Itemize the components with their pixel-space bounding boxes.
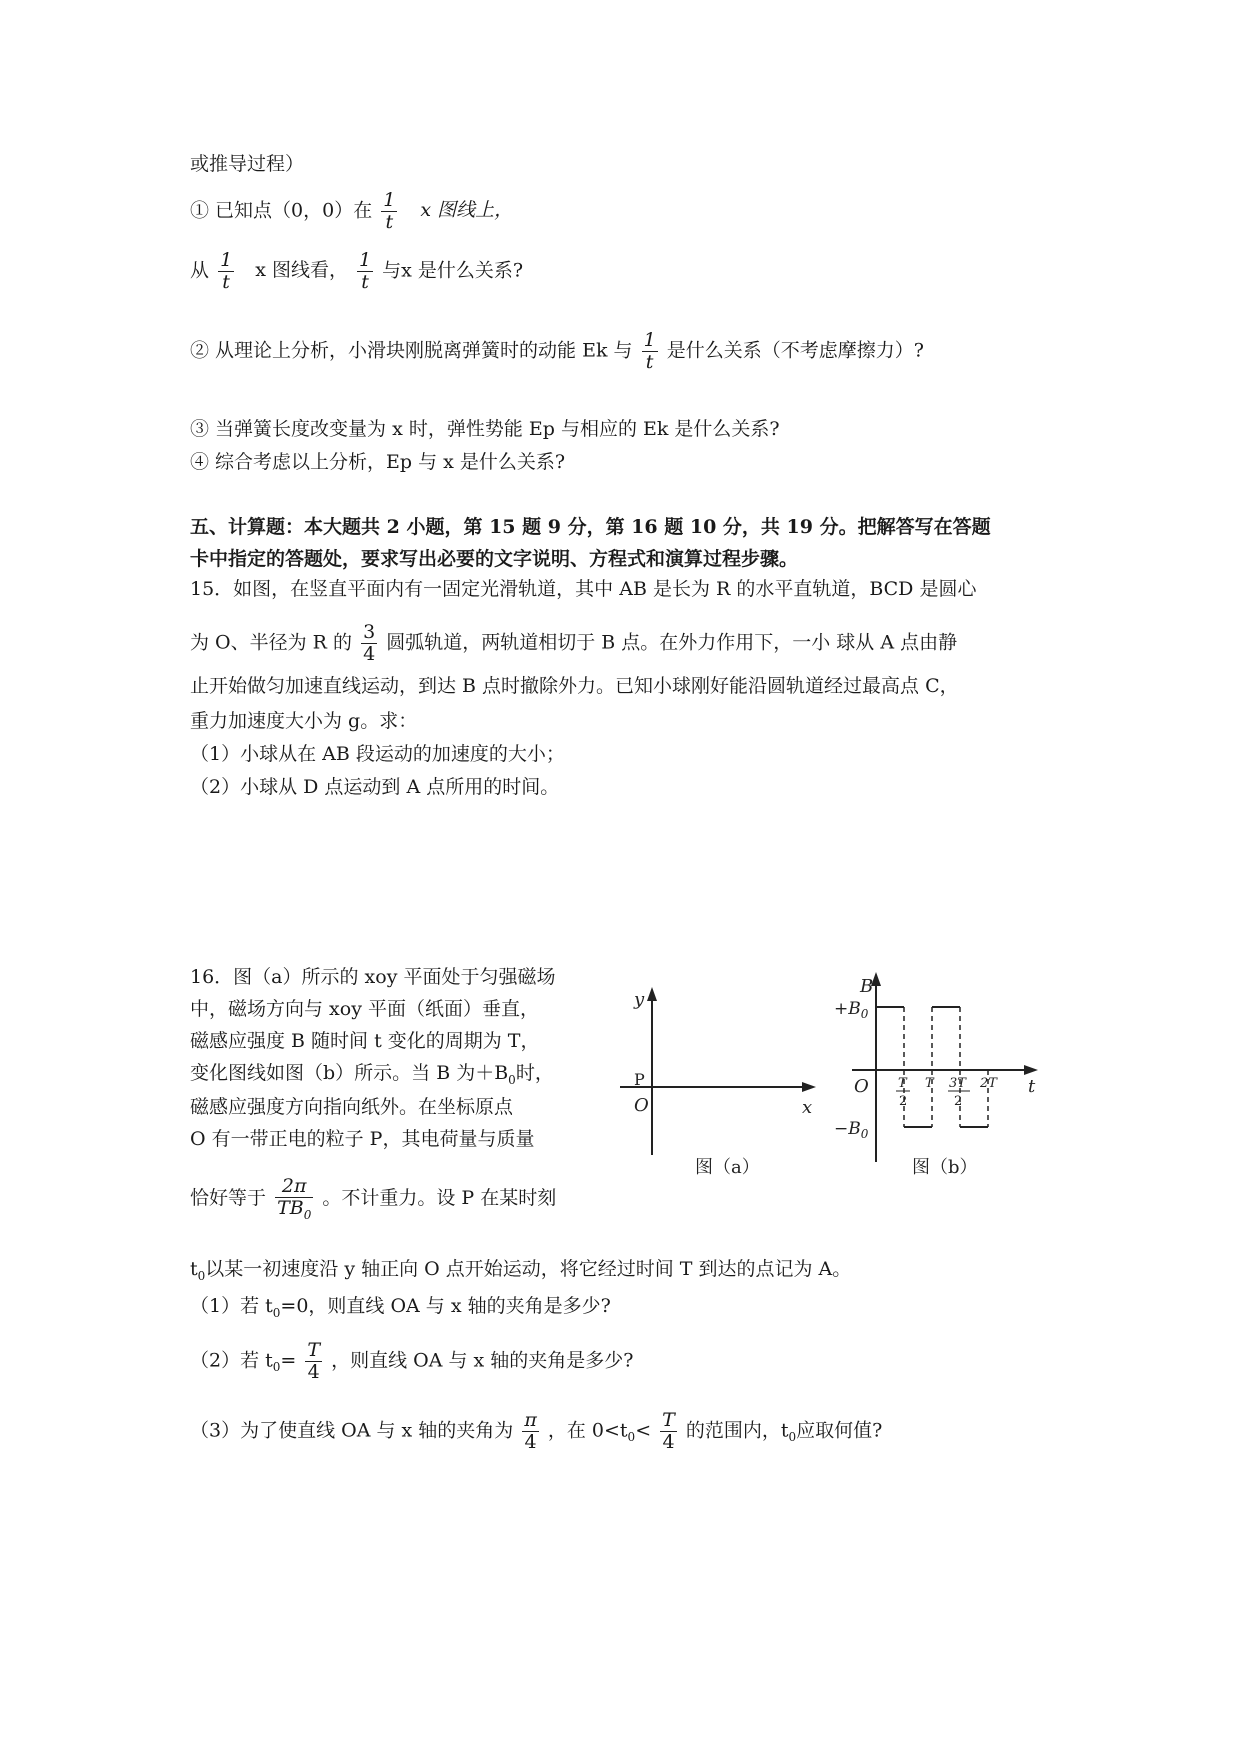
text-span: x 图线看， xyxy=(255,259,348,282)
t-arrow-icon xyxy=(1024,1065,1038,1075)
subscript: 0 xyxy=(508,1072,516,1087)
fraction xyxy=(381,190,397,233)
text-line xyxy=(190,1340,633,1383)
origin-label: O xyxy=(634,1095,649,1116)
text-line: 磁感应强度方向指向纸外。在坐标原点 xyxy=(190,1096,514,1118)
numerator: T xyxy=(662,1409,675,1431)
text-span: 圆弧轨道，两轨道相切于 B 点。在外力作用下，一小 球从 A 点由静 xyxy=(386,631,958,654)
text-line: （2）小球从 D 点运动到 A 点所用的时间。 xyxy=(190,776,560,798)
text-line: 或推导过程） xyxy=(190,153,305,175)
text-span: =0，则直线 OA 与 x 轴的夹角是多少? xyxy=(280,1295,611,1317)
x-label: x xyxy=(802,1097,813,1118)
section-heading: 五、计算题：本大题共 2 小题，第 15 题 9 分，第 16 题 10 分，共 19 分。把解答写在答题 xyxy=(190,516,991,538)
numerator: T xyxy=(307,1339,321,1361)
tick-label: 2 xyxy=(954,1094,963,1109)
t-label: t xyxy=(1028,1076,1036,1097)
numerator: 1 xyxy=(383,189,396,211)
denominator: t xyxy=(222,270,230,293)
figure-b xyxy=(832,962,1042,1187)
y-arrow-icon xyxy=(647,987,657,1001)
text-span: （1）若 t xyxy=(190,1295,273,1317)
denominator xyxy=(275,1198,313,1222)
text-span: ② 从理论上分析，小滑块刚脱离弹簧时的动能 Ek 与 xyxy=(190,339,633,362)
tick-label: 2T xyxy=(980,1076,997,1091)
text-span: 的范围内，t xyxy=(685,1419,789,1442)
denominator: 4 xyxy=(524,1430,537,1453)
text-span: x 图线上， xyxy=(420,199,514,222)
text-span: 从 xyxy=(190,259,210,282)
denominator: t xyxy=(385,210,394,233)
text-span: ，在 0<t xyxy=(547,1419,628,1442)
section-heading: 卡中指定的答题处，要求写出必要的文字说明、方程式和演算过程步骤。 xyxy=(190,548,799,570)
numerator: 2π xyxy=(275,1176,313,1198)
subscript: 0 xyxy=(788,1430,797,1445)
text-span: （3）为了使直线 OA 与 x 轴的夹角为 xyxy=(190,1419,514,1442)
text-line: （1）小球从在 AB 段运动的加速度的大小； xyxy=(190,743,565,765)
text-line xyxy=(190,622,957,665)
denominator: t xyxy=(361,270,369,293)
denominator-text: TB xyxy=(277,1196,304,1219)
text-span: ① 已知点（0，0）在 xyxy=(190,199,373,222)
text-line: 止开始做匀加速直线运动，到达 B 点时撤除外力。已知小球刚好能沿圆轨道经过最高点 C， xyxy=(190,675,959,697)
text-line: 16．图（a）所示的 xoy 平面处于匀强磁场 xyxy=(190,966,556,988)
fraction xyxy=(660,1410,677,1453)
text-span: t xyxy=(190,1258,198,1280)
denominator: 4 xyxy=(662,1430,675,1453)
tick-label: T xyxy=(925,1076,934,1091)
numerator: 3 xyxy=(363,621,376,643)
tick-label: 2 xyxy=(899,1094,908,1109)
text-line xyxy=(190,1410,882,1453)
text-span: 是什么关系（不考虑摩擦力）? xyxy=(666,339,924,362)
tick-label: 3T xyxy=(949,1076,966,1091)
text-line: 中，磁场方向与 xoy 平面（纸面）垂直， xyxy=(190,998,539,1020)
subscript: 0 xyxy=(860,1007,869,1021)
text-span: 变化图线如图（b）所示。当 B 为＋B xyxy=(190,1062,509,1084)
text-line: ③ 当弹簧长度改变量为 x 时，弹性势能 Ep 与相应的 Ek 是什么关系? xyxy=(190,418,780,440)
text-span: （2）若 t xyxy=(190,1349,273,1372)
origin-label: O xyxy=(854,1076,869,1097)
text-span: 。不计重力。设 P 在某时刻 xyxy=(322,1186,557,1209)
text-line: 磁感应强度 B 随时间 t 变化的周期为 T， xyxy=(190,1030,540,1052)
fraction xyxy=(642,330,658,373)
fraction xyxy=(522,1410,539,1453)
denominator: 4 xyxy=(307,1360,320,1383)
particle-label: P xyxy=(634,1070,645,1089)
subscript: 0 xyxy=(303,1207,312,1222)
text-line xyxy=(190,1297,611,1319)
text-line xyxy=(190,190,513,233)
fraction xyxy=(361,622,377,665)
subscript: 0 xyxy=(272,1360,281,1375)
text-span: ，则直线 OA 与 x 轴的夹角是多少? xyxy=(331,1349,634,1372)
text-line xyxy=(190,1260,851,1282)
fraction xyxy=(275,1176,313,1222)
text-line: O 有一带正电的粒子 P，其电荷量与质量 xyxy=(190,1128,535,1150)
figure-a-caption: 图（a） xyxy=(695,1157,760,1178)
text-span: 时， xyxy=(515,1062,554,1084)
b-label: B xyxy=(860,976,874,997)
minus-b0-text: −B xyxy=(834,1119,861,1139)
text-span: < xyxy=(635,1419,652,1442)
denominator: t xyxy=(645,350,654,373)
numerator: 1 xyxy=(643,329,656,351)
text-line: 15．如图，在竖直平面内有一固定光滑轨道，其中 AB 是长为 R 的水平直轨道，BCD 是圆心 xyxy=(190,578,977,600)
text-line: 重力加速度大小为 g。求： xyxy=(190,710,418,732)
figure-b-caption: 图（b） xyxy=(912,1157,978,1178)
text-span: 恰好等于 xyxy=(190,1186,267,1209)
subscript: 0 xyxy=(860,1127,869,1141)
text-span: 为 O、半径为 R 的 xyxy=(190,631,353,654)
x-arrow-icon xyxy=(802,1082,816,1092)
denominator: 4 xyxy=(363,642,376,665)
plus-b0-text: +B xyxy=(834,999,861,1019)
y-label: y xyxy=(634,989,645,1010)
minus-b0-label xyxy=(834,1119,869,1141)
text-line: ④ 综合考虑以上分析，Ep 与 x 是什么关系? xyxy=(190,451,566,473)
figure-a xyxy=(610,975,820,1185)
text-span: 以某一初速度沿 y 轴正向 O 点开始运动，将它经过时间 T 到达的点记为 A。 xyxy=(205,1258,852,1280)
subscript: 0 xyxy=(272,1305,281,1320)
tick-label: T xyxy=(898,1076,907,1091)
subscript: 0 xyxy=(627,1430,636,1445)
text-span: 应取何值? xyxy=(796,1419,883,1442)
numerator: 1 xyxy=(220,249,233,271)
text-line xyxy=(190,1176,556,1222)
text-span: = xyxy=(280,1349,297,1372)
numerator: π xyxy=(524,1409,537,1431)
fraction xyxy=(218,250,234,293)
numerator: 1 xyxy=(359,249,372,271)
fraction xyxy=(357,250,373,293)
fraction xyxy=(305,1340,322,1383)
text-line xyxy=(190,330,924,373)
plus-b0-label xyxy=(834,999,869,1021)
text-line xyxy=(190,1064,554,1086)
text-span: 与x 是什么关系? xyxy=(382,259,524,282)
subscript: 0 xyxy=(197,1268,206,1283)
text-line xyxy=(190,250,523,293)
